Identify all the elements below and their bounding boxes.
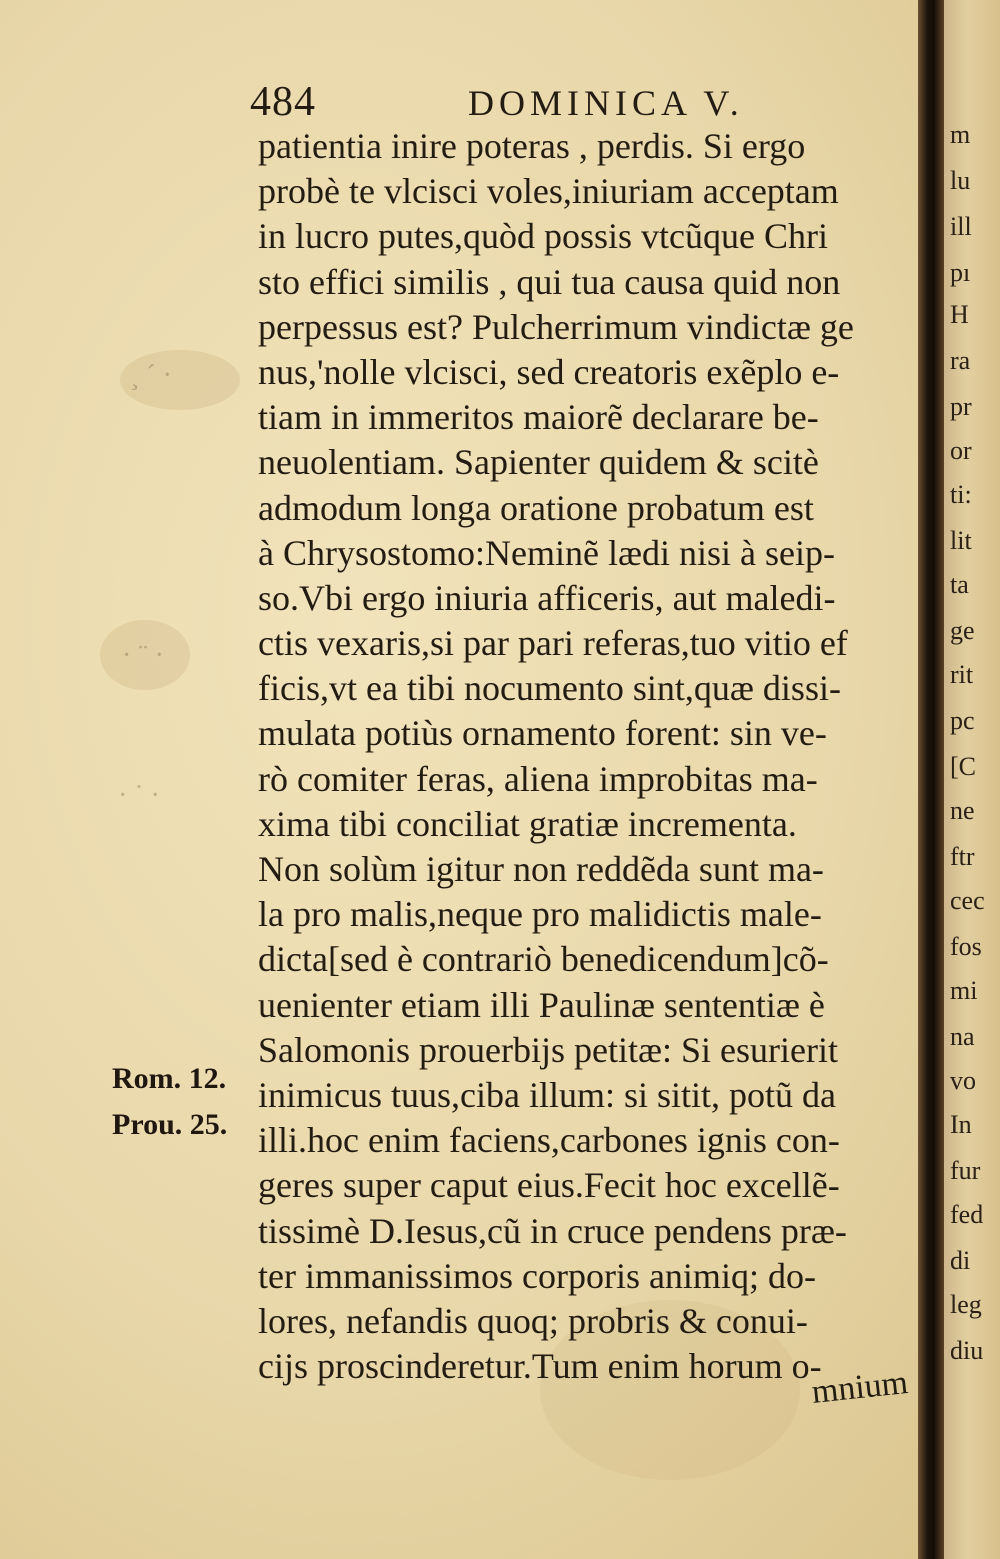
body-text bbox=[258, 124, 908, 1389]
facing-page-fragment: In bbox=[950, 1110, 972, 1139]
facing-page-fragment: fur bbox=[950, 1156, 981, 1185]
text-line: tiam in immeritos maiorẽ declarare be- bbox=[258, 397, 819, 438]
text-line: dicta[sed è contrariò benedicendum]cõ- bbox=[258, 939, 829, 980]
text-line: perpessus est? Pulcherrimum vindictæ ge bbox=[258, 306, 854, 347]
text-line: mulata potiùs ornamento forent: sin ve- bbox=[258, 713, 827, 754]
facing-page-fragment: m bbox=[950, 120, 971, 149]
facing-page-fragment: or bbox=[950, 436, 972, 465]
text-line: geres super caput eius.Fecit hoc excellẽ- bbox=[258, 1165, 840, 1206]
book-gutter bbox=[918, 0, 944, 1559]
facing-page-fragment: ge bbox=[950, 616, 975, 645]
text-line: ter immanissimos corporis animiq; do- bbox=[258, 1255, 816, 1296]
facing-page-fragment: di bbox=[950, 1246, 971, 1275]
facing-page-fragment: fos bbox=[950, 932, 982, 961]
facing-page-fragment: vo bbox=[950, 1066, 976, 1095]
facing-page-fragment: fed bbox=[950, 1200, 984, 1229]
text-line: cijs proscinderetur.Tum enim horum o- bbox=[258, 1346, 822, 1387]
text-line: sto effici similis , qui tua causa quid non bbox=[258, 261, 841, 302]
text-line: patientia inire poteras , perdis. Si ergo bbox=[258, 126, 806, 166]
text-line: illi.hoc enim faciens,carbones ignis con- bbox=[258, 1120, 840, 1161]
page-header bbox=[250, 78, 810, 128]
text-line: ctis vexaris,si par pari referas,tuo vitio ef bbox=[258, 623, 848, 664]
facing-page-fragment: lu bbox=[950, 166, 971, 195]
text-line: nus,'nolle vlcisci, sed creatoris exẽplo e- bbox=[258, 351, 840, 392]
text-line: la pro malis,neque pro malidictis male- bbox=[258, 894, 822, 935]
facing-page-fragment: ne bbox=[950, 796, 975, 825]
running-head: DOMINICA V. bbox=[468, 83, 744, 123]
facing-page-fragment: ftr bbox=[950, 842, 975, 871]
facing-page-fragment: cec bbox=[950, 886, 985, 915]
facing-page-fragment: ill bbox=[950, 212, 972, 241]
facing-page-fragment: lit bbox=[950, 526, 972, 555]
margin-note-proverbs: Prou. 25. bbox=[112, 1108, 228, 1141]
bleed-through-mark: · ¨ · bbox=[122, 640, 164, 671]
catchword: mnium bbox=[810, 1364, 910, 1411]
text-line: probè te vlcisci voles,iniuriam acceptam bbox=[258, 171, 839, 212]
text-line: inimicus tuus,ciba illum: si sitit, potũ da bbox=[258, 1074, 836, 1115]
text-line: ficis,vt ea tibi nocumento sint,quæ dissi- bbox=[258, 668, 841, 709]
text-line: uenienter etiam illi Paulinæ sententiæ è bbox=[258, 984, 825, 1025]
text-line: so.Vbi ergo iniuria afficeris, aut maledi- bbox=[258, 577, 836, 618]
facing-page-fragment: [C bbox=[950, 752, 976, 781]
facing-page-fragment: diu bbox=[950, 1336, 984, 1365]
facing-page-fragment: na bbox=[950, 1022, 975, 1051]
facing-page-fragment: pr bbox=[950, 392, 972, 421]
facing-page-fragment: pı bbox=[950, 258, 971, 287]
text-line: neuolentiam. Sapienter quidem & scitè bbox=[258, 442, 819, 483]
text-line: à Chrysostomo:Neminẽ lædi nisi à seip- bbox=[258, 532, 835, 573]
bleed-through-mark: ¸ ´ · bbox=[130, 360, 172, 391]
facing-page-fragment: pc bbox=[950, 706, 975, 735]
facing-page-edge bbox=[944, 0, 1000, 1559]
page-number: 484 bbox=[250, 79, 316, 125]
margin-note-romans: Rom. 12. bbox=[112, 1062, 227, 1095]
facing-page-fragment: rit bbox=[950, 660, 974, 689]
facing-page-fragment: ta bbox=[950, 570, 969, 599]
bleed-through-mark: · ˙ · bbox=[118, 780, 160, 811]
text-line: lores, nefandis quoq; probris & conui- bbox=[258, 1300, 808, 1341]
text-line: in lucro putes,quòd possis vtcũque Chri bbox=[258, 216, 828, 257]
facing-page-fragment: leg bbox=[950, 1290, 982, 1319]
text-line: rò comiter feras, aliena improbitas ma- bbox=[258, 758, 818, 799]
facing-page-fragment: H bbox=[950, 300, 969, 329]
text-line: admodum longa oratione probatum est bbox=[258, 487, 814, 528]
text-line: Non solùm igitur non reddẽda sunt ma- bbox=[258, 849, 824, 889]
text-line: Salomonis prouerbijs petitæ: Si esurierit bbox=[258, 1029, 838, 1070]
facing-page-fragment: ti: bbox=[950, 480, 972, 509]
facing-page-fragment: mi bbox=[950, 976, 978, 1005]
facing-page-fragment: ra bbox=[950, 346, 971, 375]
text-line: xima tibi conciliat gratiæ incrementa. bbox=[258, 803, 797, 844]
text-line: tissimè D.Iesus,cũ in cruce pendens præ- bbox=[258, 1210, 847, 1251]
